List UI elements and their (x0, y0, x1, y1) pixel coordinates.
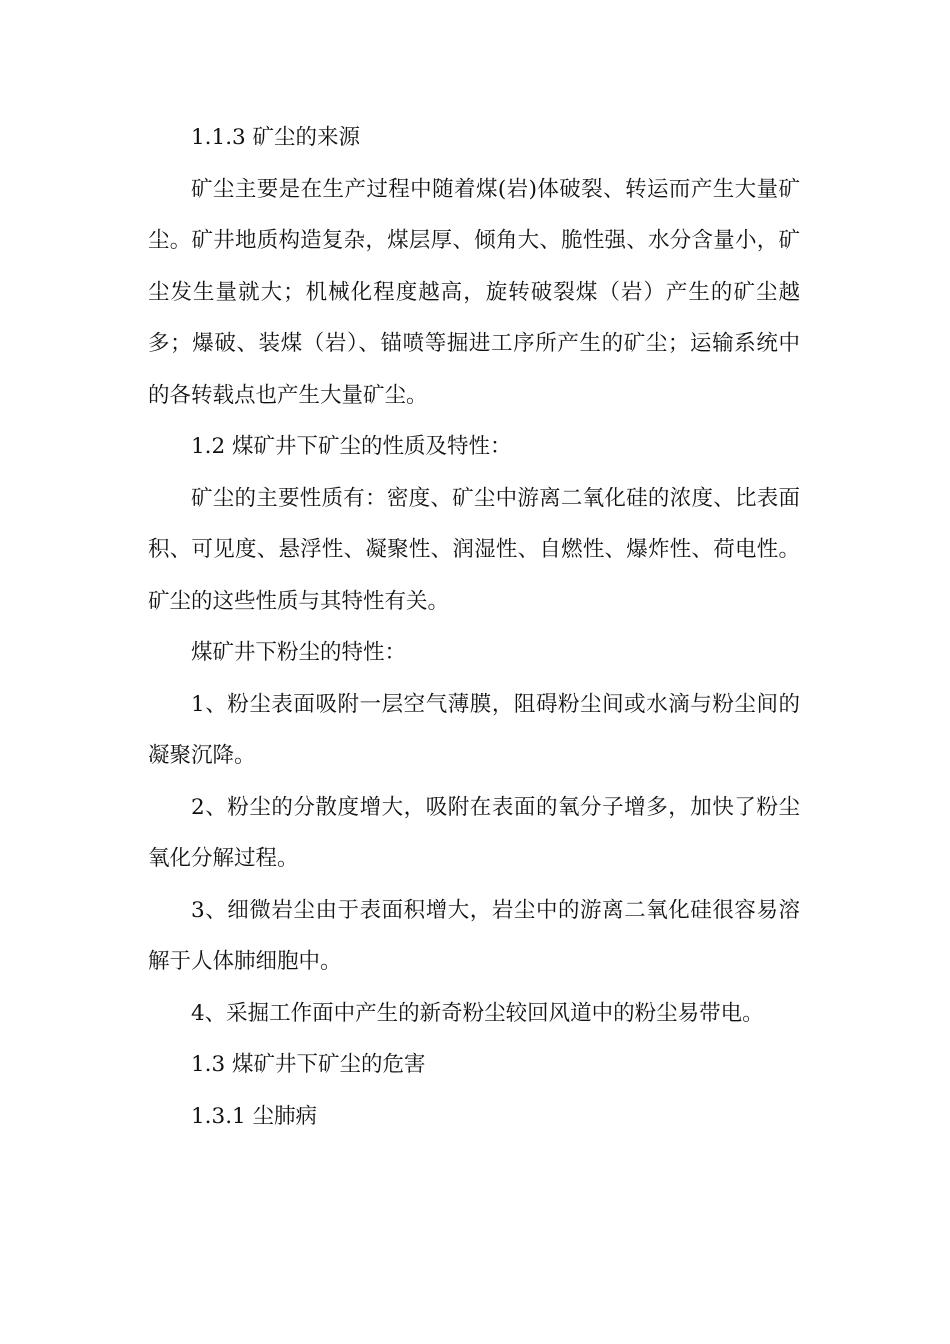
list-item: 2、粉尘的分散度增大，吸附在表面的氧分子增多，加快了粉尘氧化分解过程。 (148, 794, 800, 871)
document-body (148, 112, 800, 1142)
body-paragraph: 矿尘的主要性质有：密度、矿尘中游离二氧化硅的浓度、比表面积、可见度、悬浮性、凝聚性、润湿性、自燃性、爆炸性、荷电性。矿尘的这些性质与其特性有关。 (148, 485, 800, 614)
body-paragraph: 煤矿井下粉尘的特性： (191, 640, 407, 665)
section-heading: 1.3 煤矿井下矿尘的危害 (191, 1052, 426, 1077)
list-item: 3、细微岩尘由于表面积增大，岩尘中的游离二氧化硅很容易溶解于人体肺细胞中。 (148, 897, 800, 974)
list-item: 4、采掘工作面中产生的新奇粉尘较回风道中的粉尘易带电。 (191, 1000, 764, 1026)
body-paragraph: 矿尘主要是在生产过程中随着煤(岩)体破裂、转运而产生大量矿尘。矿井地质构造复杂，煤层厚、倾角大、脆性强、水分含量小，矿尘发生量就大；机械化程度越高，旋转破裂煤（岩）产生的矿尘越多；爆破、装煤（岩）、锚喷等掘进工序所产生的矿尘；运输系统中的各转载点也产生大量矿尘。 (148, 176, 800, 408)
section-heading: 1.2 煤矿井下矿尘的性质及特性： (191, 434, 512, 459)
section-heading: 1.1.3 矿尘的来源 (191, 125, 361, 150)
list-item: 1、粉尘表面吸附一层空气薄膜，阻碍粉尘间或水滴与粉尘间的凝聚沉降。 (148, 691, 800, 768)
section-heading: 1.3.1 尘肺病 (191, 1103, 318, 1129)
